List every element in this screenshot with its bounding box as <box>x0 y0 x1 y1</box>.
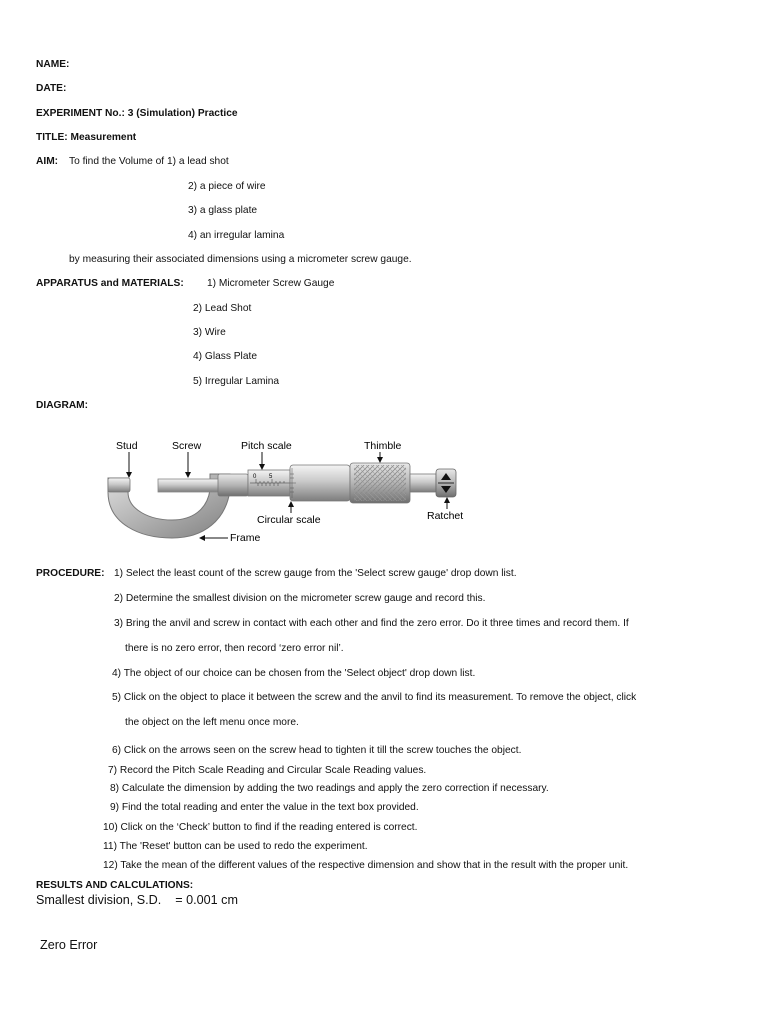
aim-tail: by measuring their associated dimensions using a micrometer screw gauge. <box>69 254 412 265</box>
label-frame: Frame <box>230 532 261 544</box>
micrometer-diagram <box>100 434 480 549</box>
procedure-step: 11) The 'Reset' button can be used to redo the experiment. <box>103 841 368 852</box>
aim-label: AIM: <box>36 156 59 167</box>
procedure-step: 10) Click on the ‘Check’ button to find if the reading entered is correct. <box>103 822 418 833</box>
label-circular-scale: Circular scale <box>257 514 321 526</box>
apparatus-item: 1) Micrometer Screw Gauge <box>207 278 335 289</box>
procedure-step: 12) Take the mean of the different values of the respective dimension and show that in the result with the proper unit. <box>103 860 629 871</box>
title-line: TITLE: Measurement <box>36 132 137 143</box>
procedure-step: 5) Click on the object to place it between the screw and the anvil to find its measurement. To remove the object, click <box>112 692 637 703</box>
experiment-line: EXPERIMENT No.: 3 (Simulation) Practice <box>36 108 238 119</box>
procedure-step: 6) Click on the arrows seen on the screw head to tighten it till the screw touches the object. <box>112 745 522 756</box>
procedure-label: PROCEDURE: <box>36 568 105 579</box>
aim-item: 2) a piece of wire <box>188 181 266 192</box>
procedure-step: 1) Select the least count of the screw gauge from the 'Select screw gauge' drop down list. <box>114 568 517 579</box>
screw-shape <box>158 479 228 492</box>
label-stud: Stud <box>116 440 138 452</box>
apparatus-item: 5) Irregular Lamina <box>193 376 280 387</box>
procedure-step: 7) Record the Pitch Scale Reading and Circular Scale Reading values. <box>108 765 427 776</box>
scale-mark-5: 5 <box>269 474 273 480</box>
label-ratchet: Ratchet <box>427 510 464 522</box>
date-label: DATE: <box>36 83 67 94</box>
smallest-division-line: Smallest division, S.D. = 0.001 cm <box>36 893 238 907</box>
procedure-step: 8) Calculate the dimension by adding the two readings and apply the zero correction if necessary. <box>110 783 549 794</box>
procedure-step-continued: the object on the left menu once more. <box>125 717 299 728</box>
thimble-shape <box>290 465 350 501</box>
procedure-step: 9) Find the total reading and enter the value in the text box provided. <box>110 802 419 813</box>
aim-item: 3) a glass plate <box>188 205 258 216</box>
procedure-step-continued: there is no zero error, then record ‘zero error nil’. <box>125 643 344 654</box>
results-label: RESULTS AND CALCULATIONS: <box>36 880 194 891</box>
procedure-step: 3) Bring the anvil and screw in contact with each other and find the zero error. Do it three times and record them. If <box>114 618 629 629</box>
label-screw: Screw <box>172 440 202 452</box>
name-label: NAME: <box>36 59 70 70</box>
label-thimble: Thimble <box>364 440 402 452</box>
aim-item: 4) an irregular lamina <box>188 230 285 241</box>
stud-shape <box>108 478 130 492</box>
procedure-step: 2) Determine the smallest division on the micrometer screw gauge and record this. <box>114 593 486 604</box>
apparatus-item: 2) Lead Shot <box>193 303 252 314</box>
zero-error-line: Zero Error <box>40 938 98 952</box>
scale-mark-0: 0 <box>253 474 257 480</box>
aim-item: To find the Volume of 1) a lead shot <box>69 156 229 167</box>
apparatus-item: 3) Wire <box>193 327 226 338</box>
diagram-label: DIAGRAM: <box>36 400 89 411</box>
apparatus-label: APPARATUS and MATERIALS: <box>36 278 184 289</box>
label-pitch-scale: Pitch scale <box>241 440 292 452</box>
apparatus-item: 4) Glass Plate <box>193 351 257 362</box>
procedure-step: 4) The object of our choice can be chosen from the 'Select object' drop down list. <box>112 668 476 679</box>
